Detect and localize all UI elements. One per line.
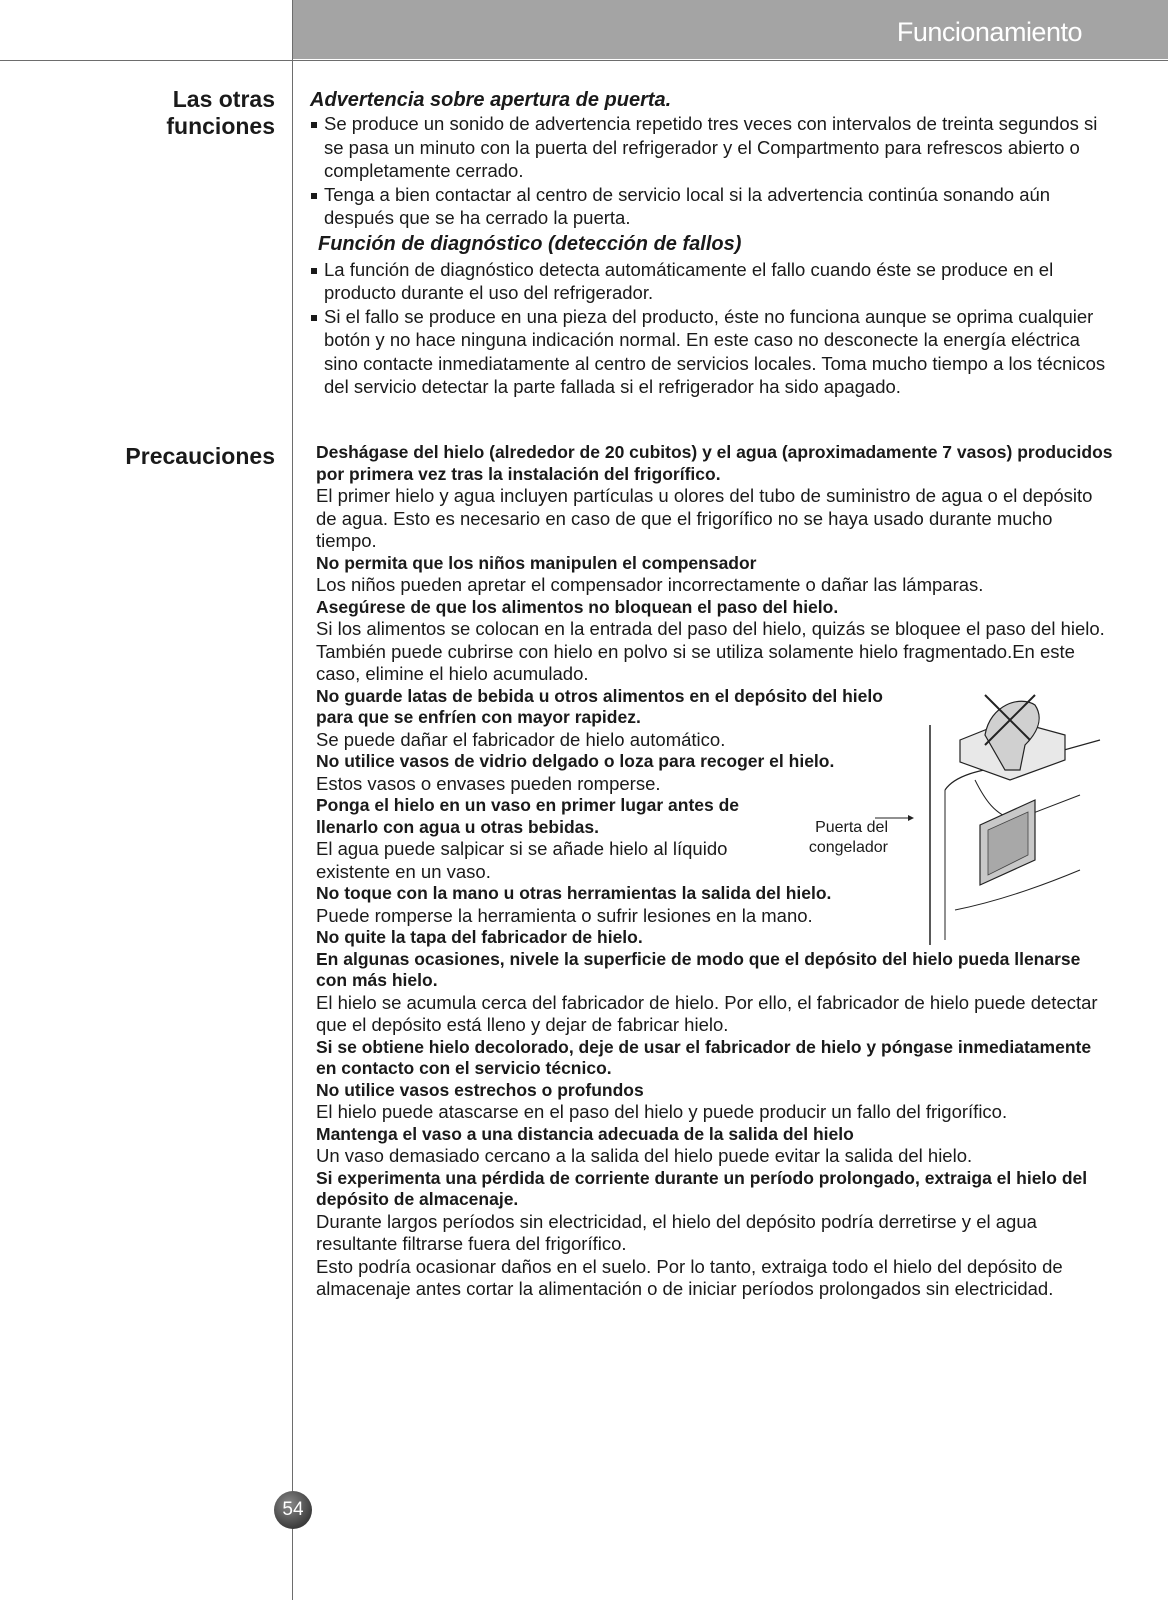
precaution-item: [316, 1080, 1116, 1124]
freezer-door-label: Puerta del congelador: [808, 819, 888, 856]
precaution-heading: No guarde latas de bebida u otros alimentos en el depósito del hielo para que se enfríen con mayor rapidez.: [316, 685, 883, 727]
section-label-line: Las otras: [172, 86, 275, 112]
precaution-heading: No quite la tapa del fabricador de hielo.: [316, 927, 643, 947]
label-arrow-icon: [908, 815, 914, 821]
precaution-heading: En algunas ocasiones, nivele la superficie de modo que el depósito del hielo pueda llenarse con más hielo.: [316, 948, 1081, 990]
precaution-heading: Asegúrese de que los alimentos no bloquean el paso del hielo.: [316, 596, 839, 617]
precaution-text: Durante largos períodos sin electricidad, el hielo del depósito podría derretirse y el agua resultante filtrarse fuera del frigorífico.: [316, 1210, 1037, 1254]
precaution-text: Puede romperse la herramienta o sufrir lesiones en la mano.: [316, 904, 813, 926]
header-divider: [0, 60, 1168, 61]
precaution-heading: Deshágase del hielo (alrededor de 20 cubitos) y el agua (aproximadamente 7 vasos) producidos por primera vez tras la instalación del frigorífico.: [316, 442, 1113, 484]
warning-heading: Advertencia sobre apertura de puerta.: [310, 89, 672, 111]
precaution-heading: No toque con la mano u otras herramientas la salida del hielo.: [316, 883, 832, 903]
page-title: Funcionamiento: [896, 17, 1082, 47]
precaution-item: [316, 1124, 1116, 1168]
precaution-item: [316, 949, 1116, 1037]
section-label-otras: [166, 86, 275, 140]
precaution-item: [316, 597, 1116, 686]
header-bar: [292, 0, 1168, 59]
otras-funciones-section: [310, 88, 1110, 399]
bullet-item: Se produce un sonido de advertencia repetido tres veces con intervalos de treinta segundos si se pasa un minuto con la puerta del refrigerador y el Compartmento para refrescos abierto o completamente cerrado.: [310, 112, 1110, 183]
precaution-text: El agua puede salpicar si se añade hielo al líquido existente en un vaso.: [316, 838, 728, 882]
precaution-item: [316, 1168, 1116, 1256]
precaution-text: Los niños pueden apretar el compensador incorrectamente o dañar las lámparas.: [316, 574, 984, 595]
precaution-heading: Mantenga el vaso a una distancia adecuada de la salida del hielo: [316, 1123, 854, 1144]
precaution-text: Un vaso demasiado cercano a la salida del hielo puede evitar la salida del hielo.: [316, 1145, 973, 1166]
precaution-heading: No utilice vasos de vidrio delgado o loza para recoger el hielo.: [316, 751, 835, 771]
section-label-precauciones: Precauciones: [125, 443, 275, 469]
precaution-text: Se puede dañar el fabricador de hielo automático.: [316, 728, 726, 750]
precaution-heading: No permita que los niños manipulen el compensador: [316, 552, 757, 573]
section-label-line: funciones: [166, 113, 275, 139]
diagnostic-heading: Función de diagnóstico (detección de fallos): [318, 232, 742, 255]
precaution-item: [316, 442, 1116, 553]
precaution-heading: Ponga el hielo en un vaso en primer lugar antes de llenarlo con agua u otras bebidas.: [316, 795, 740, 837]
precaution-heading: Si se obtiene hielo decolorado, deje de usar el fabricador de hielo y póngase inmediatamente en contacto con el servicio técnico.: [316, 1036, 1092, 1078]
precaution-text: El hielo se acumula cerca del fabricador de hielo. Por ello, el fabricador de hielo puede detectar que el depósito está lleno y dejar de fabricar hielo.: [316, 991, 1098, 1035]
door-bottom-curve: [955, 870, 1080, 910]
precaution-text: Si los alimentos se colocan en la entrada del paso del hielo, quizás se bloquee el paso del hielo. También puede cubrirse con hielo en polvo si se utiliza solamente hielo fragmentado.En este caso, elimine el hielo acumulado.: [316, 618, 1105, 684]
freezer-door-illustration: [780, 680, 1110, 950]
precaution-item: [316, 1037, 1116, 1080]
precaution-heading: No utilice vasos estrechos o profundos: [316, 1079, 644, 1100]
precaution-item: [316, 553, 1116, 597]
bullet-item: Tenga a bien contactar al centro de servicio local si la advertencia continúa sonando aún después que se ha cerrado la puerta.: [310, 183, 1110, 230]
precaution-heading: Si experimenta una pérdida de corriente durante un período prolongado, extraiga el hielo del depósito de almacenaje.: [316, 1167, 1088, 1209]
precaution-text: El hielo puede atascarse en el paso del hielo y puede producir un fallo del frigorífico.: [316, 1101, 1008, 1122]
precaution-text: El primer hielo y agua incluyen partículas u olores del tubo de suministro de agua o el depósito de agua. Esto es necesario en caso de que el frigorífico no se haya usado durante mucho tiempo.: [316, 485, 1093, 551]
page-number: 54: [274, 1491, 312, 1529]
precaution-item: [316, 1256, 1116, 1301]
precaution-text: Estos vasos o envases pueden romperse.: [316, 772, 661, 794]
precaution-text: Esto podría ocasionar daños en el suelo. Por lo tanto, extraiga todo el hielo del depósito de almacenaje antes cortar la alimentación o de iniciar períodos prolongados sin electricidad.: [316, 1255, 1063, 1299]
bullet-item: La función de diagnóstico detecta automáticamente el fallo cuando éste se produce en el producto durante el uso del refrigerador.: [310, 258, 1110, 305]
margin-divider: [292, 0, 293, 1600]
bullet-item: Si el fallo se produce en una pieza del producto, éste no funciona aunque se oprima cualquier botón y no hace ninguna indicación normal. En este caso no desconecte la energía eléctrica sino contacte inmediatamente al centro de servicios locales. Toma mucho tiempo a los técnicos del servicio detectar la parte fallada si el refrigerador ha sido apagado.: [310, 305, 1110, 399]
